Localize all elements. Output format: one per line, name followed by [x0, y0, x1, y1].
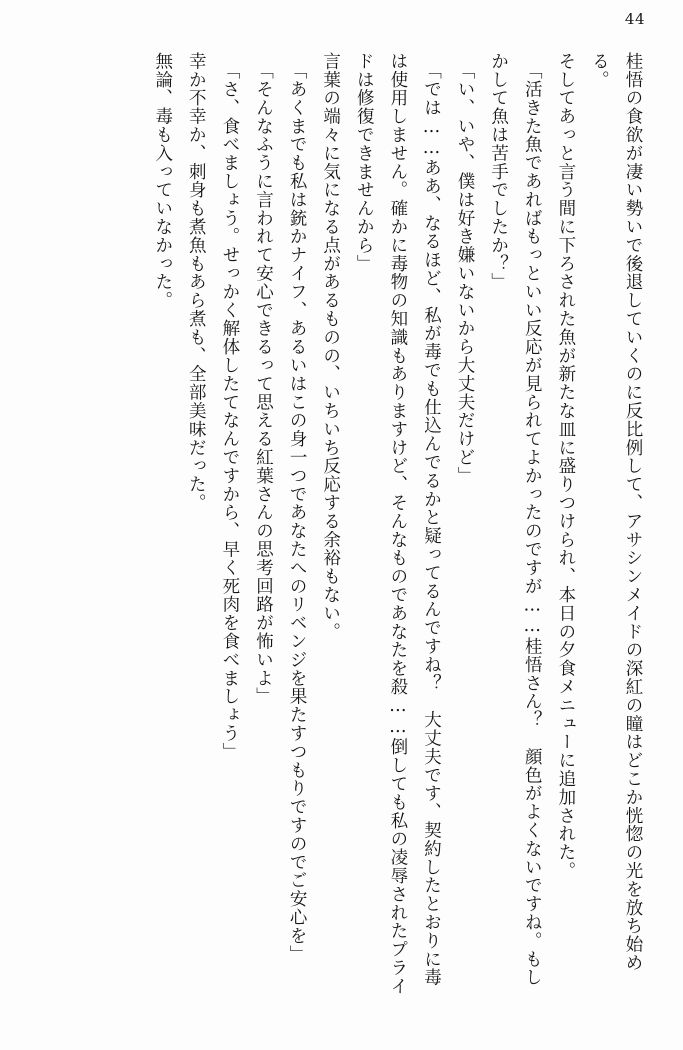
paragraph: 桂悟の食欲が凄い勢いで後退していくのに反比例して、アサシンメイドの深紅の瞳はどこか恍惚の光を放ち始める。 [589, 52, 643, 972]
paragraph: 無論、毒も入っていなかった。 [152, 52, 173, 310]
paragraph: 「い、いや、僕は好き嫌いないから大丈夫だけど」 [455, 70, 476, 485]
paragraph: 「あくまでも私は銃かナイフ、あるいはこの身一つであなたへのリベンジを果たすつもりですのでご安心を」 [287, 70, 308, 964]
page-body-text [34, 52, 649, 997]
paragraph: 言葉の端々に気になる点があるものの、いちいち反応する余裕もない。 [320, 52, 341, 641]
paragraph: そしてあっと言う間に下ろされた魚が新たな皿に盛りつけられ、本日の夕食メニューに追加された。 [555, 52, 576, 880]
paragraph: 「さ、食べましょう。せっかく解体したてなんですから、早く死肉を食べましょう」 [219, 70, 240, 761]
page-number: 44 [624, 10, 645, 28]
paragraph: 「そんなふうに言われて安心できるって思える紅葉さんの思考回路が怖いよ」 [253, 70, 274, 706]
paragraph: 「では……ああ、なるほど、私が毒でも仕込んでるかと疑ってるんですね？ 大丈夫です、契約したとおりに毒は使用しません。確かに毒物の知識もありますけど、そんなものであなたを殺……倒しても私の凌辱されたプライドは修復できませんから」 [354, 52, 442, 996]
paragraph: 幸か不幸か、刺身も煮魚もあら煮も、全部美味だった。 [186, 52, 207, 512]
paragraph: 「活きた魚であればもっといい反応が見られてよかったのですが……桂悟さん？ 顔色がよくないですね。もしかして魚は苦手でしたか？」 [488, 52, 543, 987]
